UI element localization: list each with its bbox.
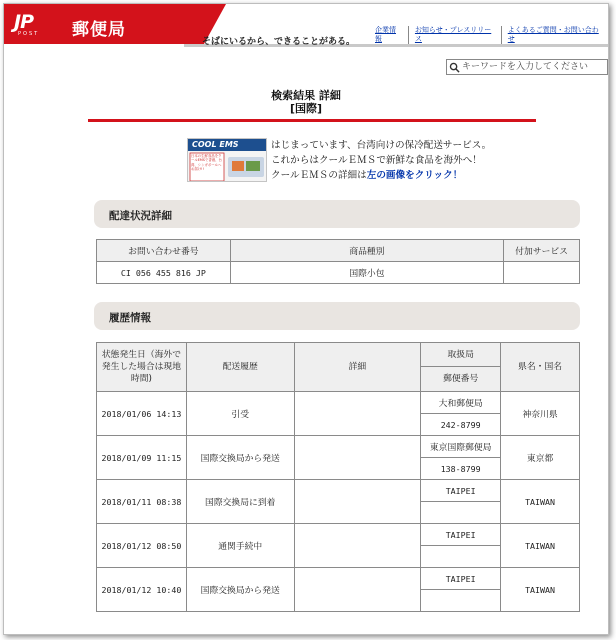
event-detail bbox=[294, 392, 421, 436]
search-input[interactable] bbox=[462, 60, 606, 74]
history-section-header bbox=[94, 302, 580, 330]
banner-line-3 bbox=[271, 168, 491, 183]
header-brand-band[interactable] bbox=[4, 4, 204, 44]
event-status: 引受 bbox=[186, 392, 294, 436]
delivery-section-title: 配達状況詳細 bbox=[109, 210, 172, 222]
table-row bbox=[97, 568, 580, 590]
event-office: TAIPEI bbox=[421, 568, 501, 590]
page-title: 検索結果 詳細 bbox=[271, 89, 341, 102]
header-postal: 郵便番号 bbox=[421, 367, 501, 392]
banner-image-caption: 日本の生鮮食品をクールEMSで香港、台湾、シンガポールへお届け!! bbox=[191, 154, 222, 172]
event-date: 2018/01/12 10:40 bbox=[97, 568, 187, 612]
site-header bbox=[4, 4, 608, 52]
banner-text bbox=[271, 138, 491, 183]
event-postal: 138-8799 bbox=[421, 458, 501, 480]
header-office: 取扱局 bbox=[421, 343, 501, 367]
table-header-row bbox=[97, 343, 580, 367]
item-type: 国際小包 bbox=[230, 262, 503, 284]
event-postal bbox=[421, 546, 501, 568]
event-detail bbox=[294, 436, 421, 480]
tagline: そばにいるから、できることがある。 bbox=[202, 37, 356, 47]
link-corporate-info[interactable]: 企業情報 bbox=[369, 26, 409, 44]
header-region: 県名・国名 bbox=[501, 343, 580, 392]
event-date: 2018/01/06 14:13 bbox=[97, 392, 187, 436]
jp-post-logo[interactable] bbox=[14, 13, 60, 37]
event-detail bbox=[294, 568, 421, 612]
event-status: 国際交換局から発送 bbox=[186, 436, 294, 480]
header-status: 配送履歴 bbox=[186, 343, 294, 392]
event-office: TAIPEI bbox=[421, 524, 501, 546]
event-region: TAIWAN bbox=[501, 524, 580, 568]
table-row bbox=[97, 392, 580, 414]
banner-detail-link[interactable]: 左の画像をクリック！ bbox=[366, 170, 463, 181]
history-table bbox=[96, 342, 580, 612]
header-detail: 詳細 bbox=[294, 343, 421, 392]
event-status: 国際交換局に到着 bbox=[186, 480, 294, 524]
header-additional-service: 付加サービス bbox=[504, 240, 580, 262]
event-detail bbox=[294, 524, 421, 568]
logo-subtext: POST bbox=[18, 31, 40, 37]
search-box bbox=[446, 59, 608, 75]
event-region: TAIWAN bbox=[501, 480, 580, 524]
header-links bbox=[369, 26, 608, 44]
delivery-status-section-header bbox=[94, 200, 580, 228]
brand-name: 郵便局 bbox=[72, 20, 126, 40]
event-postal bbox=[421, 590, 501, 612]
header-inquiry-number: お問い合わせ番号 bbox=[97, 240, 231, 262]
page-subtitle: [国際] bbox=[289, 102, 323, 115]
event-detail bbox=[294, 480, 421, 524]
event-status: 通関手続中 bbox=[186, 524, 294, 568]
event-region: TAIWAN bbox=[501, 568, 580, 612]
table-row bbox=[97, 436, 580, 458]
event-region: 東京都 bbox=[501, 436, 580, 480]
banner-line-2: これからはクールＥＭＳで新鮮な食品を海外へ！ bbox=[271, 155, 482, 166]
link-faq-contact[interactable]: よくあるご質問・お問い合わせ bbox=[507, 26, 599, 43]
inquiry-number: CI 056 455 816 JP bbox=[97, 262, 231, 284]
header-date: 状態発生日（海外で発生した場合は現地時間) bbox=[97, 343, 187, 392]
header-item-type: 商品種別 bbox=[230, 240, 503, 262]
search-icon[interactable] bbox=[449, 62, 460, 73]
logo-text: JP bbox=[14, 11, 33, 33]
cool-ems-banner[interactable] bbox=[187, 138, 267, 182]
event-office: 大和郵便局 bbox=[421, 392, 501, 414]
event-date: 2018/01/09 11:15 bbox=[97, 436, 187, 480]
table-row bbox=[97, 480, 580, 502]
table-row bbox=[97, 524, 580, 546]
event-region: 神奈川県 bbox=[501, 392, 580, 436]
additional-service bbox=[504, 262, 580, 284]
table-header-row bbox=[97, 240, 580, 262]
event-office: TAIPEI bbox=[421, 480, 501, 502]
banner-line-3-prefix: クールＥＭＳの詳細は bbox=[271, 170, 367, 181]
title-underline bbox=[88, 119, 536, 122]
event-postal: 242-8799 bbox=[421, 414, 501, 436]
event-office: 東京国際郵便局 bbox=[421, 436, 501, 458]
banner-line-1: はじまっています、台湾向けの保冷配送サービス。 bbox=[271, 140, 492, 151]
banner-image-label: COOL EMS bbox=[192, 140, 239, 149]
event-status: 国際交換局から発送 bbox=[186, 568, 294, 612]
event-date: 2018/01/11 08:38 bbox=[97, 480, 187, 524]
event-date: 2018/01/12 08:50 bbox=[97, 524, 187, 568]
link-news-press[interactable]: お知らせ・プレスリリース bbox=[409, 26, 502, 44]
table-row bbox=[97, 262, 580, 284]
history-section-title: 履歴情報 bbox=[109, 312, 151, 324]
event-postal bbox=[421, 502, 501, 524]
page-frame bbox=[3, 3, 609, 635]
delivery-status-table bbox=[96, 239, 580, 284]
